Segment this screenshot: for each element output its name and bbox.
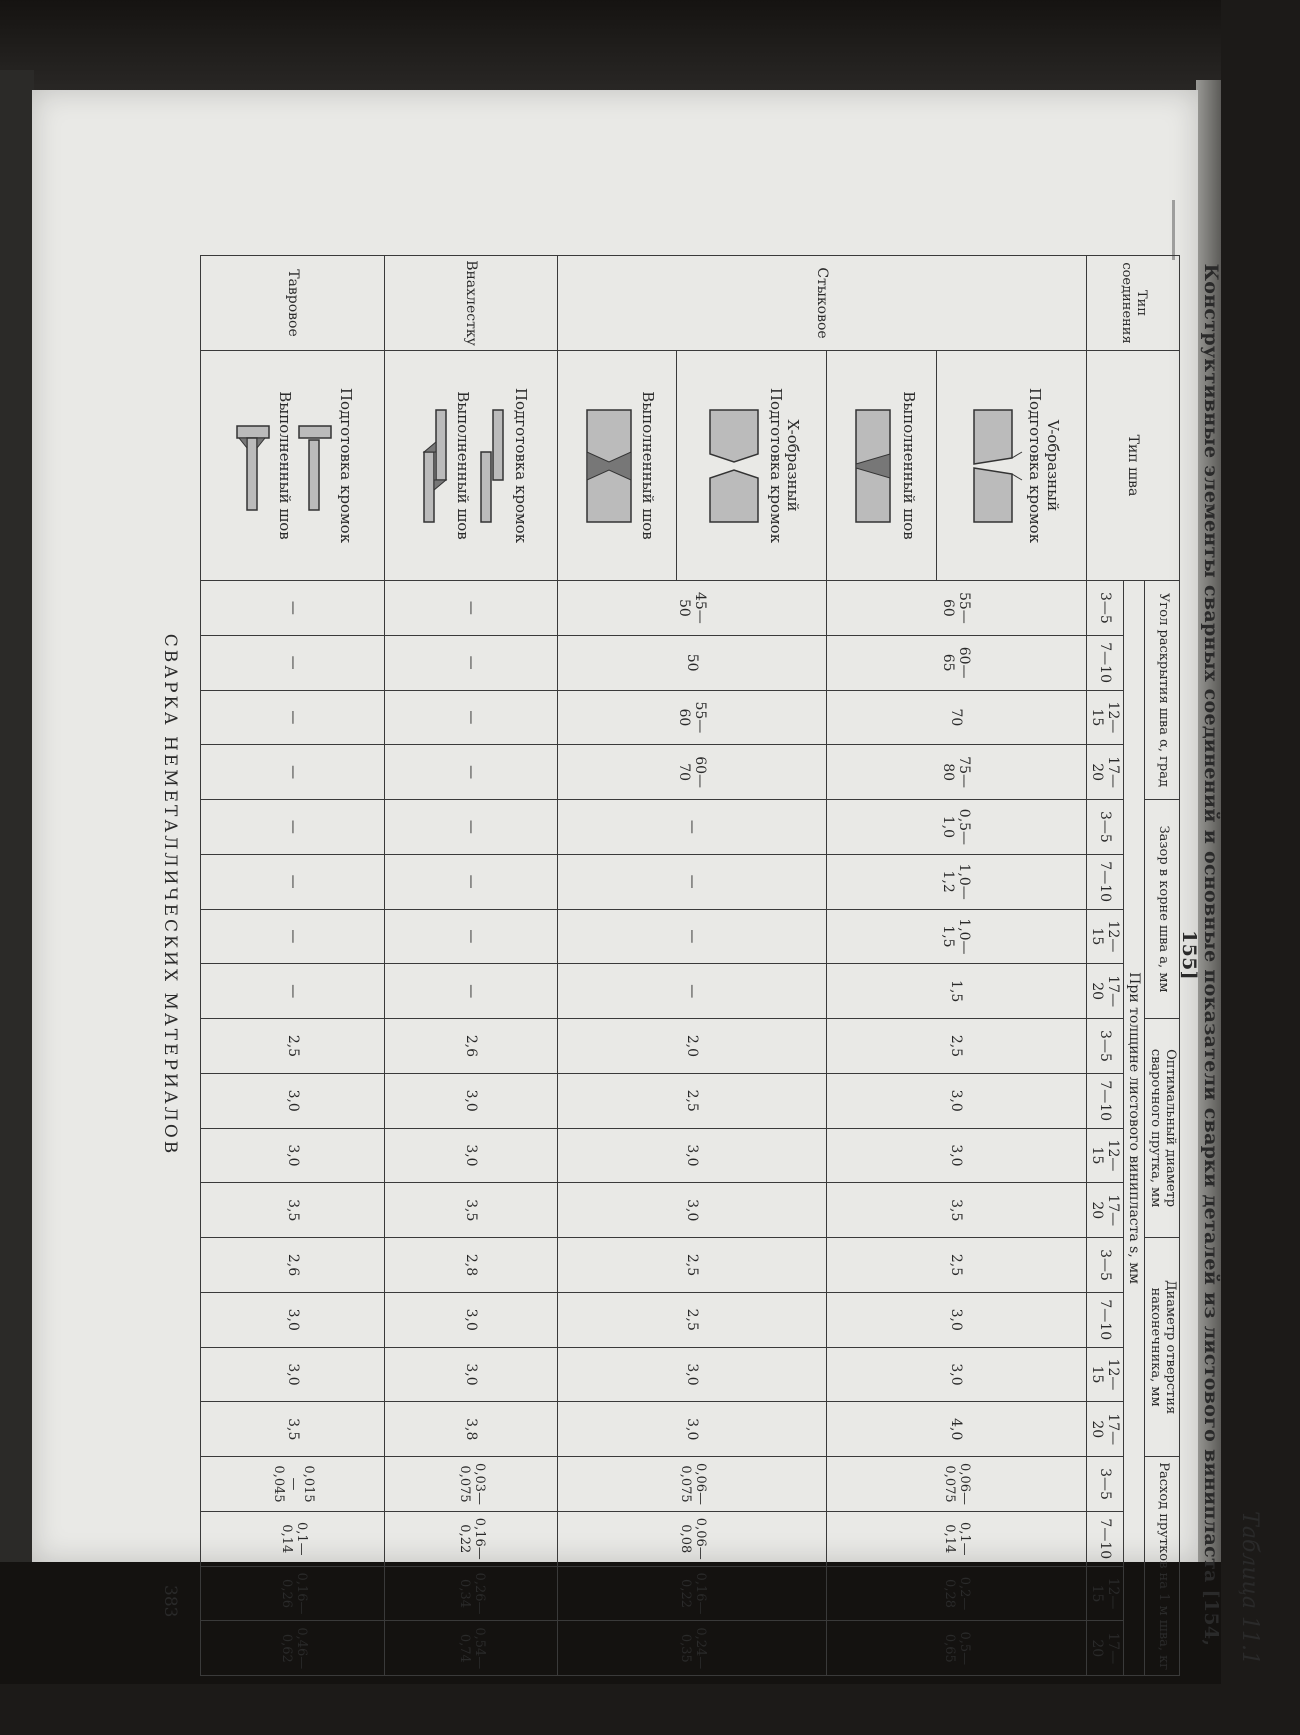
value-cell: 2,5 <box>558 1238 827 1293</box>
value-cell: — <box>201 690 385 745</box>
value-cell: 3,5 <box>385 1183 558 1238</box>
value-cell: 1,0—1,5 <box>826 909 1086 964</box>
value-cell: 3,0 <box>201 1292 385 1347</box>
value-cell: 2,5 <box>826 1238 1086 1293</box>
seam-label: Подготовка кромок <box>766 387 785 544</box>
value-cell: 70 <box>826 690 1086 745</box>
header-gap: Зазор в корне шва a, мм <box>1145 800 1180 1019</box>
seam-label-cell <box>677 351 827 581</box>
seam-label: X-образный <box>783 419 802 512</box>
seam-label: Подготовка кромок <box>1026 387 1045 544</box>
value-cell: 0,16— 0,22 <box>385 1511 558 1566</box>
seam-label-cell <box>558 351 677 581</box>
value-cell: — <box>201 800 385 855</box>
value-cell: — <box>201 745 385 800</box>
value-cell: 1,0—1,2 <box>826 854 1086 909</box>
value-cell: 55—60 <box>558 690 827 745</box>
range-cell: 12—15 <box>1086 1566 1123 1621</box>
value-cell: 50 <box>558 635 827 690</box>
value-cell: 0,06— 0,075 <box>826 1457 1086 1512</box>
range-cell: 17—20 <box>1086 745 1123 800</box>
value-cell: — <box>201 854 385 909</box>
value-cell: — <box>385 854 558 909</box>
value-cell: 3,0 <box>385 1347 558 1402</box>
value-cell: 2,5 <box>558 1292 827 1347</box>
value-cell: — <box>558 800 827 855</box>
value-cell: 3,0 <box>558 1347 827 1402</box>
joint-type-tee: Тавровое <box>201 256 385 351</box>
book-spine-edge <box>0 70 34 1570</box>
value-cell: — <box>201 909 385 964</box>
rotated-page-content <box>150 245 1300 1735</box>
value-cell: 45—50 <box>558 581 827 636</box>
value-cell: — <box>558 854 827 909</box>
header-joint-type: Тип соединения <box>1086 256 1179 351</box>
range-cell: 12—15 <box>1086 1128 1123 1183</box>
value-cell: 2,5 <box>201 1019 385 1074</box>
value-cell: 0,16— 0,22 <box>558 1566 827 1621</box>
value-cell: 2,5 <box>558 1073 827 1128</box>
range-cell: 17—20 <box>1086 1621 1123 1676</box>
value-cell: 0,015— 0,045 <box>201 1457 385 1512</box>
running-head: СВАРКА НЕМЕТАЛЛИЧЕСКИХ МАТЕРИАЛОВ <box>160 633 180 1157</box>
value-cell: — <box>385 581 558 636</box>
joint-type-lap: Внахлестку <box>385 256 558 351</box>
range-cell: 12—15 <box>1086 909 1123 964</box>
seam-label: Выполненный шов <box>454 391 473 540</box>
value-cell: 60—70 <box>558 745 827 800</box>
range-cell: 3—5 <box>1086 1238 1123 1293</box>
table-title: Конструктивные элементы сварных соединений и основные показатели сварки деталей из листового винипласта [154, 155] <box>1178 263 1222 1647</box>
v-groove-sketch <box>964 406 1024 526</box>
value-cell: 0,54— 0,74 <box>385 1621 558 1676</box>
table-row <box>937 256 1087 1676</box>
page-number: 383 <box>160 1585 180 1618</box>
value-cell: 3,0 <box>558 1402 827 1457</box>
value-cell: 3,0 <box>201 1128 385 1183</box>
range-cell: 3—5 <box>1086 581 1123 636</box>
header-rod-diameter: Оптимальный диаметр сварочного прутка, мм <box>1145 1019 1180 1238</box>
x-seam-sketch <box>581 406 637 526</box>
value-cell: 0,03— 0,075 <box>385 1457 558 1512</box>
seam-label: Подготовка кромок <box>511 387 530 544</box>
lap-seam-sketch <box>416 406 452 526</box>
value-cell: 3,0 <box>201 1073 385 1128</box>
header-tip-diameter: Диаметр отверстия наконечника, мм <box>1145 1238 1180 1457</box>
value-cell: 4,0 <box>826 1402 1086 1457</box>
value-cell: 55—60 <box>826 581 1086 636</box>
value-cell: — <box>385 800 558 855</box>
value-cell: — <box>385 909 558 964</box>
seam-label-cell <box>826 351 936 581</box>
range-cell: 3—5 <box>1086 1457 1123 1512</box>
value-cell: 3,5 <box>201 1402 385 1457</box>
value-cell: — <box>385 745 558 800</box>
value-cell: 3,0 <box>201 1347 385 1402</box>
header-thickness-note: При толщине листового винипласта s, мм <box>1124 581 1145 1676</box>
range-cell: 12—15 <box>1086 690 1123 745</box>
value-cell: — <box>385 635 558 690</box>
value-cell: 3,0 <box>826 1292 1086 1347</box>
value-cell: 3,0 <box>826 1128 1086 1183</box>
range-cell: 3—5 <box>1086 1019 1123 1074</box>
seam-label: V-образный <box>1043 419 1062 512</box>
value-cell: 0,5— 0,65 <box>826 1621 1086 1676</box>
value-cell: 3,0 <box>826 1073 1086 1128</box>
value-cell: 3,5 <box>201 1183 385 1238</box>
value-cell: 2,6 <box>201 1238 385 1293</box>
value-cell: 3,0 <box>558 1183 827 1238</box>
range-cell: 17—20 <box>1086 1183 1123 1238</box>
table-caption-number: Таблица 11.1 <box>1237 1511 1262 1665</box>
value-cell: 3,8 <box>385 1402 558 1457</box>
seam-label: Подготовка кромок <box>336 387 355 544</box>
seam-label-cell <box>385 351 558 581</box>
value-cell: — <box>201 635 385 690</box>
welding-table <box>200 255 1180 1676</box>
value-cell: 0,06— 0,075 <box>558 1457 827 1512</box>
header-angle: Угол раскрытия шва α, град <box>1145 581 1180 800</box>
value-cell: — <box>558 964 827 1019</box>
value-cell: 3,5 <box>826 1183 1086 1238</box>
range-cell: 7—10 <box>1086 854 1123 909</box>
value-cell: 3,0 <box>558 1128 827 1183</box>
value-cell: — <box>385 690 558 745</box>
value-cell: — <box>558 909 827 964</box>
table-row <box>385 256 558 1676</box>
value-cell: 0,2— 0,28 <box>826 1566 1086 1621</box>
value-cell: 0,26— 0,34 <box>385 1566 558 1621</box>
value-cell: 2,6 <box>385 1019 558 1074</box>
seam-label: Выполненный шов <box>275 391 294 540</box>
x-groove-sketch <box>704 406 764 526</box>
value-cell: 0,1— 0,14 <box>826 1511 1086 1566</box>
value-cell: 0,06— 0,08 <box>558 1511 827 1566</box>
value-cell: — <box>201 581 385 636</box>
value-cell: 60—65 <box>826 635 1086 690</box>
seam-label-cell <box>937 351 1087 581</box>
v-seam-sketch <box>848 406 898 526</box>
value-cell: 2,8 <box>385 1238 558 1293</box>
joint-type-butt: Стыковое <box>558 256 1087 351</box>
value-cell: 0,24— 0,35 <box>558 1621 827 1676</box>
value-cell: 3,0 <box>385 1292 558 1347</box>
value-cell: 2,0 <box>558 1019 827 1074</box>
lap-prep-sketch <box>473 406 509 526</box>
range-cell: 7—10 <box>1086 635 1123 690</box>
range-cell: 7—10 <box>1086 1073 1123 1128</box>
value-cell: — <box>201 964 385 1019</box>
header-consumption: Расход прутков на 1 м шва, кг <box>1145 1457 1180 1676</box>
range-cell: 3—5 <box>1086 800 1123 855</box>
value-cell: 0,1— 0,14 <box>201 1511 385 1566</box>
range-cell: 17—20 <box>1086 964 1123 1019</box>
tee-seam-sketch <box>233 406 273 526</box>
value-cell: 0,46— 0,62 <box>201 1621 385 1676</box>
seam-label-cell <box>201 351 385 581</box>
seam-label: Выполненный шов <box>638 391 657 540</box>
range-cell: 7—10 <box>1086 1511 1123 1566</box>
tee-prep-sketch <box>295 406 335 526</box>
range-cell: 17—20 <box>1086 1402 1123 1457</box>
value-cell: 3,0 <box>385 1128 558 1183</box>
scan-background-top <box>0 0 1221 96</box>
value-cell: — <box>385 964 558 1019</box>
value-cell: 3,0 <box>826 1347 1086 1402</box>
value-cell: 2,5 <box>826 1019 1086 1074</box>
value-cell: 0,16— 0,26 <box>201 1566 385 1621</box>
value-cell: 75—80 <box>826 745 1086 800</box>
header-seam-type: Тип шва <box>1086 351 1179 581</box>
seam-label: Выполненный шов <box>900 391 919 540</box>
table-row <box>201 256 385 1676</box>
range-cell: 7—10 <box>1086 1292 1123 1347</box>
value-cell: 0,5—1,0 <box>826 800 1086 855</box>
value-cell: 1,5 <box>826 964 1086 1019</box>
range-cell: 12—15 <box>1086 1347 1123 1402</box>
value-cell: 3,0 <box>385 1073 558 1128</box>
table-row <box>677 256 827 1676</box>
